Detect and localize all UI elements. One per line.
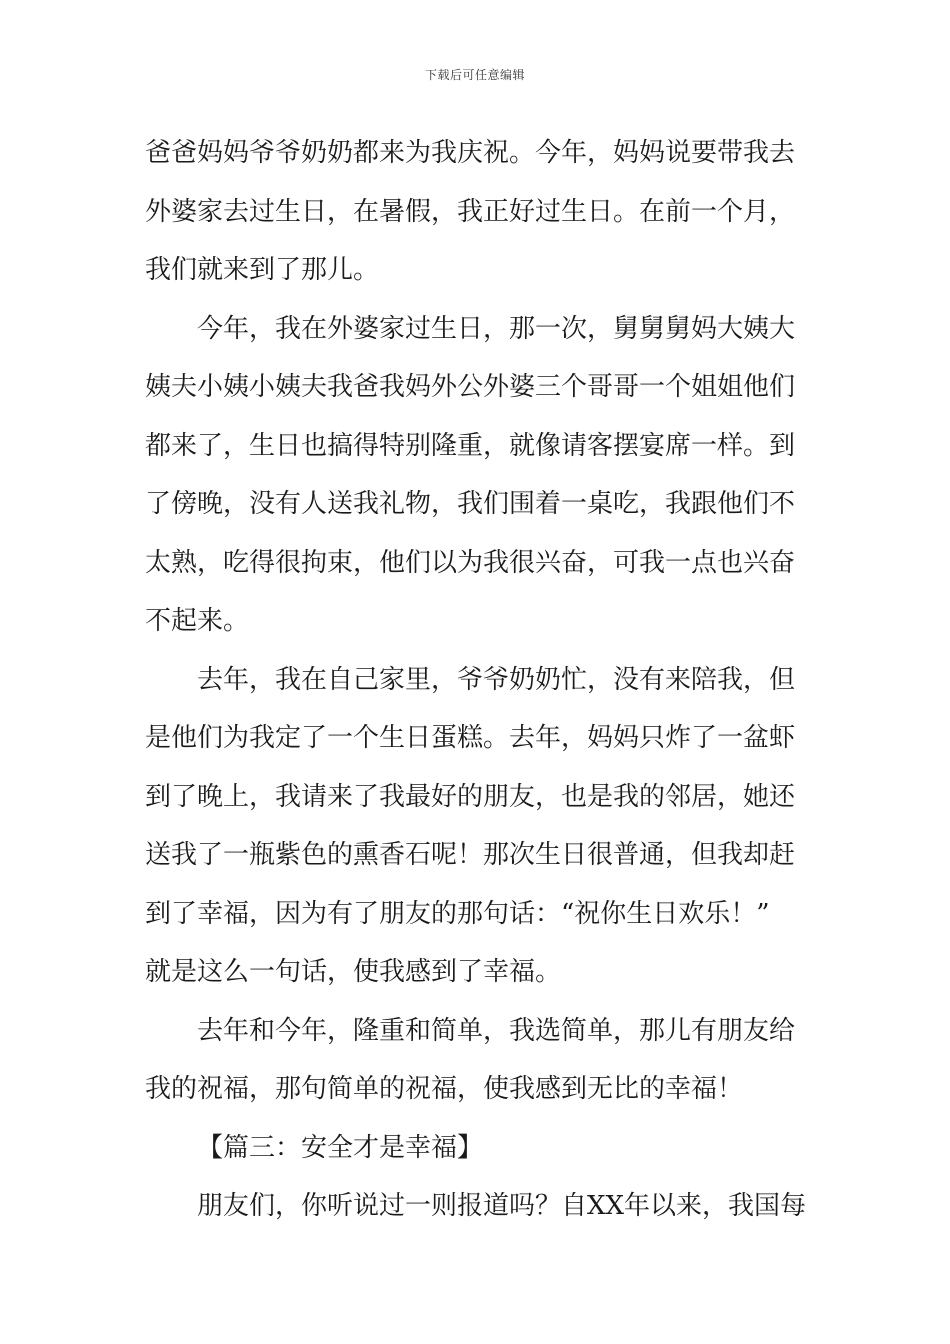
text-line: 到了幸福，因为有了朋友的那句话：“祝你生日欢乐！”	[145, 898, 770, 929]
text-line: 太熟，吃得很拘束，他们以为我很兴奋，可我一点也兴奋	[145, 547, 796, 578]
text-line: 都来了，生日也搞得特别隆重，就像请客摆宴席一样。到	[145, 430, 796, 461]
text-line: 今年，我在外婆家过生日，那一次，舅舅舅妈大姨大	[197, 313, 796, 344]
text-line: 去年和今年，隆重和简单，我选简单，那儿有朋友给	[197, 1015, 796, 1046]
text-line: 是他们为我定了一个生日蛋糕。去年，妈妈只炸了一盆虾	[145, 723, 796, 753]
text-line: 送我了一瓶紫色的熏香石呢！那次生日很普通，但我却赶	[145, 840, 796, 870]
page-header-note: 下载后可任意编辑	[424, 68, 525, 82]
text-line: 不起来。	[145, 606, 250, 636]
text-line: 我的祝福，那句简单的祝福，使我感到无比的幸福！	[145, 1074, 744, 1104]
section-heading: 【篇三：安全才是幸福】	[197, 1132, 484, 1163]
text-line: 姨夫小姨小姨夫我爸我妈外公外婆三个哥哥一个姐姐他们	[145, 372, 796, 402]
text-line: 就是这么一句话，使我感到了幸福。	[145, 957, 562, 987]
text-line: 我们就来到了那儿。	[145, 255, 380, 285]
text-line: 朋友们，你听说过一则报道吗？自XX年以来，我国每	[197, 1191, 807, 1221]
text-line: 了傍晚，没有人送我礼物，我们围着一桌吃，我跟他们不	[145, 489, 796, 519]
text-line: 到了晚上，我请来了我最好的朋友，也是我的邻居，她还	[145, 781, 796, 812]
body-text	[145, 127, 813, 1239]
text-line: 外婆家去过生日，在暑假，我正好过生日。在前一个月，	[145, 196, 796, 227]
text-line: 去年，我在自己家里，爷爷奶奶忙，没有来陪我，但	[197, 664, 796, 695]
text-line: 爸爸妈妈爷爷奶奶都来为我庆祝。今年，妈妈说要带我去	[145, 138, 796, 168]
